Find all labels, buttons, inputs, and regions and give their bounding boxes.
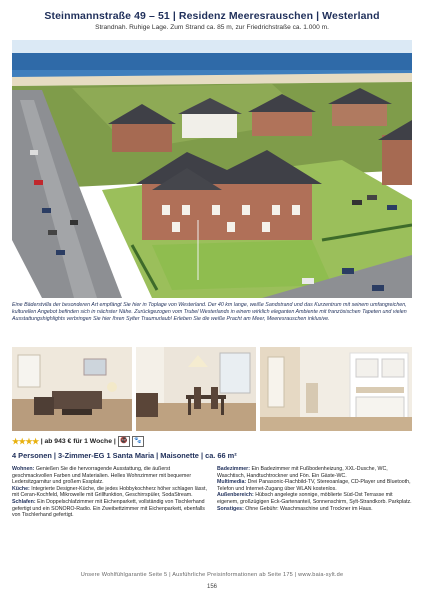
page-number: 156 bbox=[206, 584, 217, 590]
section-label: Schlafen: bbox=[12, 498, 36, 505]
interior-photos bbox=[12, 347, 412, 431]
intro-text: Eine Bäderstvilla der besonderen Art empfängt Sie hier in Toplage von Westerland. Der 40 km lange, weiße Sandstrand und das Kurzentrum mit seinem umfangreichen, kulturellen Angebot befinden sich in nächster Nähe. Zurückgezogen vom Trubel Westerlands in einem wirklich eleganten Ambiente mit französischen Tapeten und vielen Ausstattungshighlights verbringen Sie hier Ihren Sylter Traumurlaub! Erleben Sie die weiße Pracht am Meer, Meeresrauschen inklusive. bbox=[12, 302, 407, 322]
section-label: Sonstiges: bbox=[217, 505, 244, 512]
section-label: Außenbereich: bbox=[217, 492, 254, 499]
page-title: Steinmannstraße 49 – 51 | Residenz Meeresrauschen | Westerland bbox=[44, 10, 380, 22]
price-text: | ab 943 € für 1 Woche | bbox=[40, 437, 116, 445]
section-label: Badezimmer: bbox=[217, 466, 250, 472]
description-left-column bbox=[12, 466, 207, 519]
description-paragraph bbox=[217, 466, 412, 479]
no-smoking-icon: 🚭 bbox=[118, 436, 130, 447]
section-text: Ein Doppelschlafzimmer mit Eichenparkett, vollständig von Tischlerhand gefertigt und ein SONORO-Radio. Ein Zweibettzimmer mit Eichenparkett, ebenfalls von Tischlerhand gefertigt. bbox=[12, 498, 205, 519]
description-right-column bbox=[217, 466, 412, 519]
section-text: Ohne Gebühr: Waschmaschine und Trockner im Haus. bbox=[243, 505, 373, 512]
section-label: Multimedia: bbox=[217, 479, 247, 486]
section-text: Hübsch angelegte sonnige, möblierte Süd-Ost Terrasse mit eigenem, großzügigen Eck-Gartenanteil, Sonnenschirm, Sylt-Strandkorb. Parkplatz. bbox=[217, 492, 412, 505]
page-subtitle: Strandnah. Ruhige Lage. Zum Strand ca. 85 m, zur Friedrichstraße ca. 1.000 m. bbox=[95, 24, 329, 31]
section-label: Küche: bbox=[12, 485, 30, 492]
section-text: Genießen Sie die hervorragende Ausstattung, die äußerst geschmackvollen Farben und Materialien. Helles Wohnzimmer mit bequemer Ledersitzgarnitur und großem Essplatz. bbox=[12, 466, 192, 486]
description-paragraph bbox=[12, 499, 207, 519]
description-paragraph bbox=[217, 492, 412, 505]
rating-price-row bbox=[12, 435, 144, 447]
kitchen-photo bbox=[260, 347, 412, 431]
section-label: Wohnen: bbox=[12, 466, 35, 472]
apartment-title: 4 Personen | 3-Zimmer-EG 1 Santa Maria | Maisonette | ca. 66 m² bbox=[12, 451, 237, 460]
hero-aerial-photo bbox=[12, 40, 412, 298]
description-paragraph bbox=[217, 479, 412, 492]
description-paragraph bbox=[12, 466, 207, 486]
section-text: Drei Panasonic-Flachbild-TV, Stereoanlage, CD-Player und Bluetooth, Telefon und Internet-Zugang über WLAN kostenlos. bbox=[217, 479, 411, 492]
section-text: Ein Badezimmer mit Fußbodenheizung, XXL-Dusche, WC, Waschtisch, Handtuchtrockner und Fön. Ein Gäste-WC. bbox=[217, 466, 388, 479]
description-columns bbox=[12, 466, 412, 519]
section-text: Integrierte Designer-Küche, die jedes Hobbykochherz höher schlagen lässt, mit Ceran-Kochfeld, Mikrowelle mit Grillfunktion, Geschirrspüler, SodaStream. bbox=[12, 485, 207, 499]
no-pets-icon: 🐾 bbox=[132, 436, 144, 447]
living-room-photo bbox=[12, 347, 132, 431]
page-footer: Unsere Wohlfühlgarantie Seite 5 | Ausführliche Preisinformationen ab Seite 175 | www.baia-sylt.de bbox=[80, 572, 344, 578]
rating-stars: ★★★★ bbox=[12, 436, 39, 446]
description-paragraph bbox=[12, 486, 207, 499]
dining-room-photo bbox=[136, 347, 256, 431]
description-paragraph bbox=[217, 506, 412, 513]
